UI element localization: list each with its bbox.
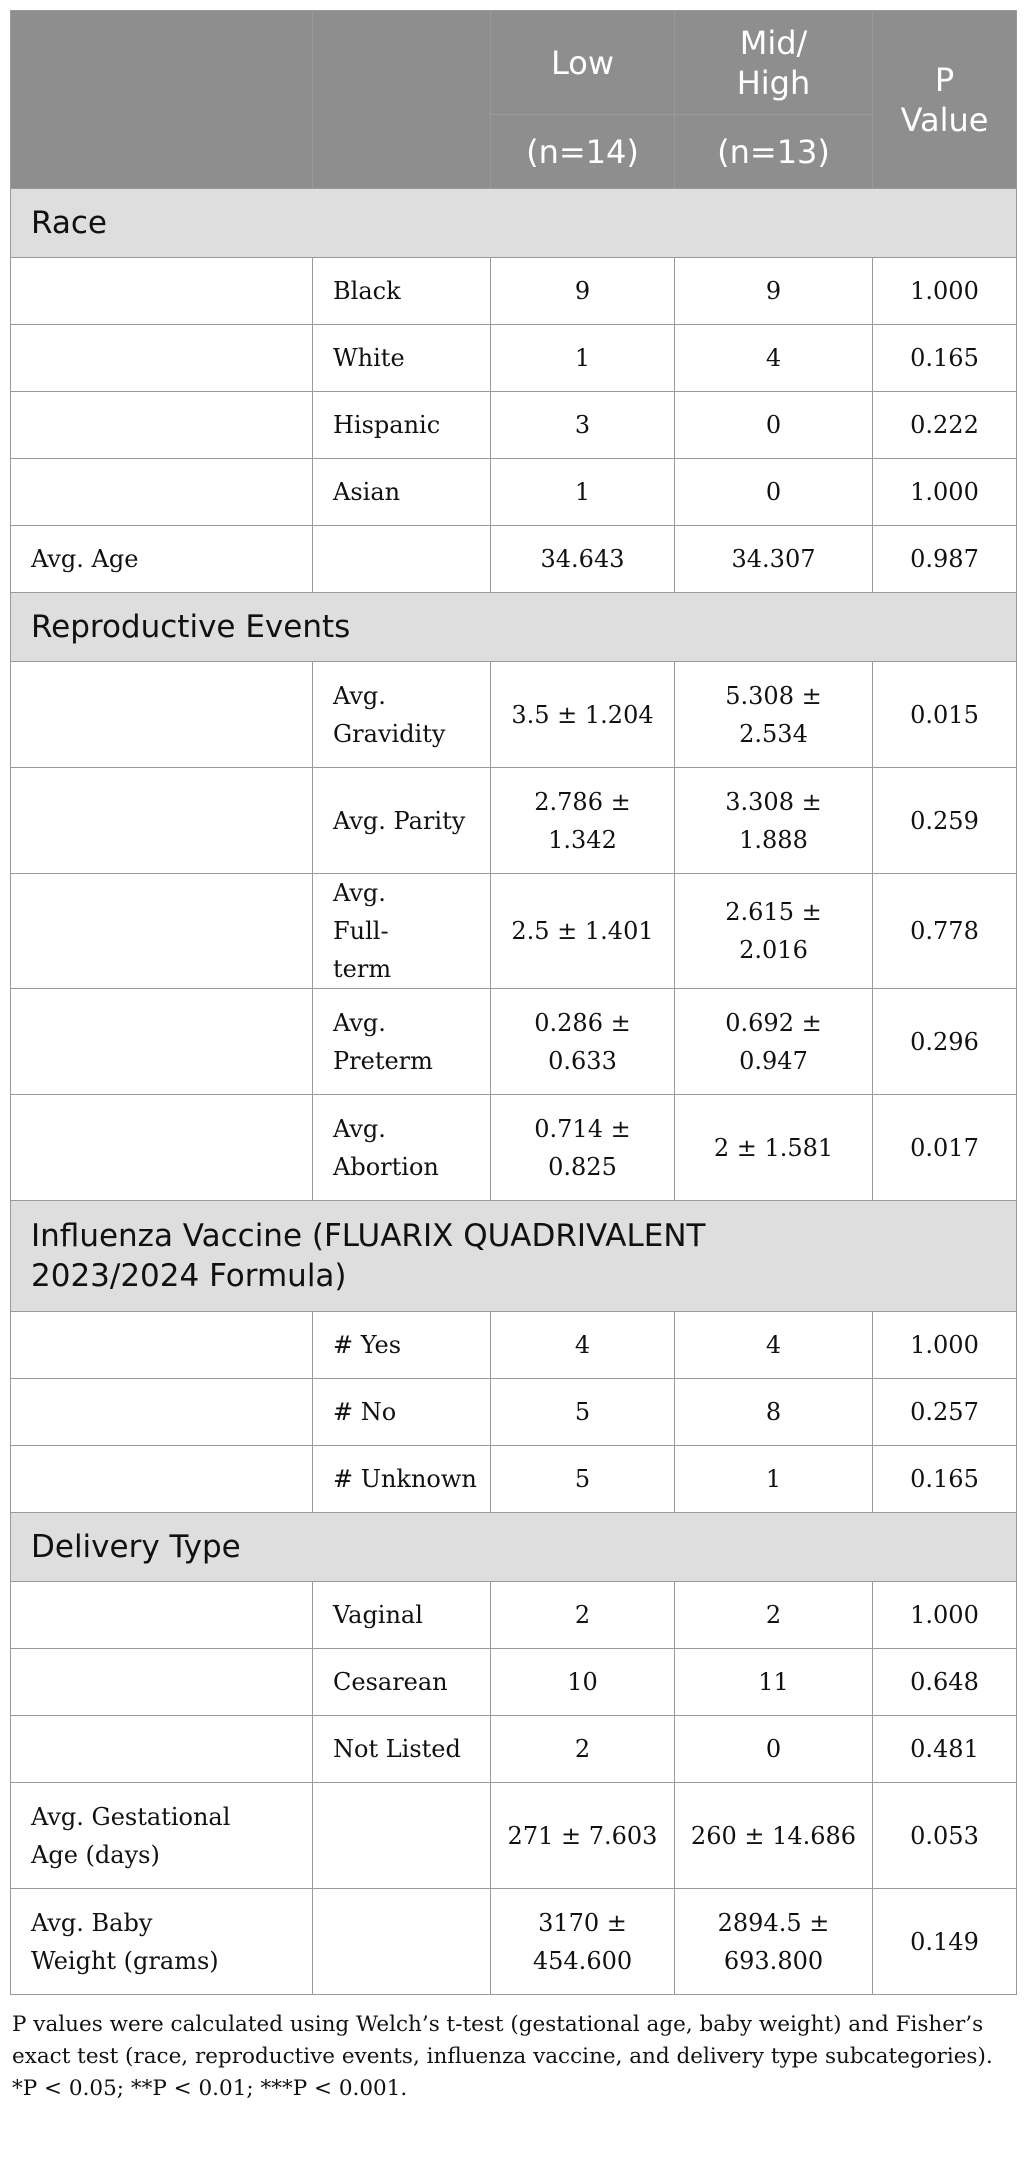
mid-high-value: 4 [675, 1312, 873, 1379]
row-label [11, 989, 313, 1095]
mid-high-value: 2 [675, 1582, 873, 1649]
row-label [11, 1716, 313, 1783]
p-value: 0.017 [873, 1095, 1017, 1201]
table-container [10, 10, 1016, 2105]
row-sublabel: Asian [313, 459, 491, 526]
row-sublabel: Cesarean [313, 1649, 491, 1716]
p-value: 0.149 [873, 1889, 1017, 1995]
low-value: 4 [491, 1312, 675, 1379]
table-row [11, 1312, 1017, 1379]
table-row [11, 1582, 1017, 1649]
header-empty-1 [11, 11, 313, 189]
table-row [11, 1716, 1017, 1783]
row-sublabel: # Unknown [313, 1446, 491, 1513]
mid-high-value: 5.308 ± 2.534 [675, 662, 873, 768]
row-label [11, 662, 313, 768]
p-value: 0.165 [873, 325, 1017, 392]
low-value: 10 [491, 1649, 675, 1716]
row-label: Avg. Baby Weight (grams) [11, 1889, 313, 1995]
mid-high-value: 0 [675, 392, 873, 459]
row-sublabel: Hispanic [313, 392, 491, 459]
section-title: Influenza Vaccine (FLUARIX QUADRIVALENT 2023/2024 Formula) [11, 1201, 1017, 1312]
row-label [11, 768, 313, 874]
p-value: 0.053 [873, 1783, 1017, 1889]
table-row [11, 1649, 1017, 1716]
row-label [11, 325, 313, 392]
p-value: 0.481 [873, 1716, 1017, 1783]
table-row [11, 1095, 1017, 1201]
table-footnote: P values were calculated using Welch’s t-test (gestational age, baby weight) and Fisher’s exact test (race, reproductive events, influenza vaccine, and delivery type subcategories). *P < 0.05; **P < 0.01; ***P < 0.001. [12, 2012, 993, 2101]
p-value: 0.778 [873, 874, 1017, 989]
low-value: 0.714 ± 0.825 [491, 1095, 675, 1201]
mid-high-value: 2 ± 1.581 [675, 1095, 873, 1201]
row-label [11, 874, 313, 989]
low-value: 5 [491, 1446, 675, 1513]
table-row [11, 989, 1017, 1095]
header-low-n: (n=14) [491, 115, 675, 189]
mid-high-value: 2894.5 ± 693.800 [675, 1889, 873, 1995]
low-value: 2.786 ± 1.342 [491, 768, 675, 874]
row-label [11, 1582, 313, 1649]
row-sublabel: Avg. Full-term [313, 874, 491, 989]
row-sublabel: Avg. Preterm [313, 989, 491, 1095]
p-value: 1.000 [873, 1582, 1017, 1649]
header-mid-high: Mid/ High [675, 11, 873, 115]
row-label [11, 1312, 313, 1379]
table-row [11, 1889, 1017, 1995]
mid-high-value: 0.692 ± 0.947 [675, 989, 873, 1095]
mid-high-value: 8 [675, 1379, 873, 1446]
row-label [11, 258, 313, 325]
low-value: 271 ± 7.603 [491, 1783, 675, 1889]
row-label: Avg. Gestational Age (days) [11, 1783, 313, 1889]
mid-high-value: 9 [675, 258, 873, 325]
row-sublabel: Black [313, 258, 491, 325]
row-sublabel: Avg. Parity [313, 768, 491, 874]
row-sublabel [313, 526, 491, 593]
row-label [11, 459, 313, 526]
table-row [11, 662, 1017, 768]
mid-high-value: 4 [675, 325, 873, 392]
low-value: 3 [491, 392, 675, 459]
low-value: 9 [491, 258, 675, 325]
row-label [11, 1379, 313, 1446]
row-label [11, 1446, 313, 1513]
p-value: 0.259 [873, 768, 1017, 874]
row-sublabel [313, 1889, 491, 1995]
table-row [11, 325, 1017, 392]
table-row [11, 392, 1017, 459]
low-value: 1 [491, 325, 675, 392]
p-value: 0.165 [873, 1446, 1017, 1513]
mid-high-value: 3.308 ± 1.888 [675, 768, 873, 874]
row-sublabel: Not Listed [313, 1716, 491, 1783]
low-value: 0.286 ± 0.633 [491, 989, 675, 1095]
low-value: 3170 ± 454.600 [491, 1889, 675, 1995]
row-label: Avg. Age [11, 526, 313, 593]
header-p-value: P Value [873, 11, 1017, 189]
row-sublabel: # Yes [313, 1312, 491, 1379]
table-row [11, 459, 1017, 526]
mid-high-value: 0 [675, 459, 873, 526]
table-row [11, 1783, 1017, 1889]
row-sublabel: White [313, 325, 491, 392]
row-sublabel: Avg. Abortion [313, 1095, 491, 1201]
header-low: Low [491, 11, 675, 115]
header-empty-2 [313, 11, 491, 189]
low-value: 5 [491, 1379, 675, 1446]
p-value: 0.015 [873, 662, 1017, 768]
low-value: 2 [491, 1716, 675, 1783]
mid-high-value: 2.615 ± 2.016 [675, 874, 873, 989]
row-sublabel: Avg. Gravidity [313, 662, 491, 768]
mid-high-value: 11 [675, 1649, 873, 1716]
low-value: 1 [491, 459, 675, 526]
p-value: 0.257 [873, 1379, 1017, 1446]
section-title: Reproductive Events [11, 593, 1017, 662]
section-title: Delivery Type [11, 1513, 1017, 1582]
low-value: 34.643 [491, 526, 675, 593]
p-value: 1.000 [873, 1312, 1017, 1379]
table-row [11, 1446, 1017, 1513]
mid-high-value: 1 [675, 1446, 873, 1513]
p-value: 0.987 [873, 526, 1017, 593]
header-mid-n: (n=13) [675, 115, 873, 189]
p-value: 0.222 [873, 392, 1017, 459]
table-row [11, 258, 1017, 325]
section-title: Race [11, 189, 1017, 258]
table-row [11, 526, 1017, 593]
demographics-table [10, 10, 1017, 1995]
row-label [11, 1649, 313, 1716]
row-sublabel: Vaginal [313, 1582, 491, 1649]
table-row [11, 874, 1017, 989]
p-value: 1.000 [873, 258, 1017, 325]
table-row [11, 1379, 1017, 1446]
row-label [11, 392, 313, 459]
low-value: 2.5 ± 1.401 [491, 874, 675, 989]
low-value: 2 [491, 1582, 675, 1649]
row-sublabel: # No [313, 1379, 491, 1446]
low-value: 3.5 ± 1.204 [491, 662, 675, 768]
p-value: 1.000 [873, 459, 1017, 526]
row-label [11, 1095, 313, 1201]
mid-high-value: 34.307 [675, 526, 873, 593]
table-row [11, 768, 1017, 874]
mid-high-value: 0 [675, 1716, 873, 1783]
row-sublabel [313, 1783, 491, 1889]
p-value: 0.648 [873, 1649, 1017, 1716]
p-value: 0.296 [873, 989, 1017, 1095]
mid-high-value: 260 ± 14.686 [675, 1783, 873, 1889]
